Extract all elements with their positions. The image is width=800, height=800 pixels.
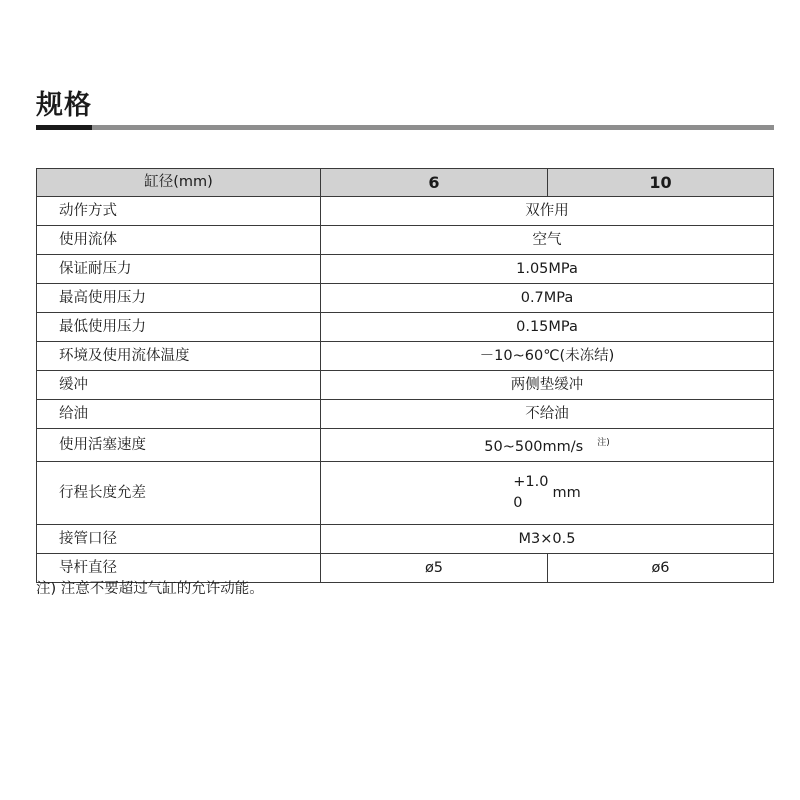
row-label: 最高使用压力 bbox=[37, 284, 321, 313]
row-label: 环境及使用流体温度 bbox=[37, 342, 321, 371]
row-value: 空气 bbox=[321, 226, 774, 255]
spec-table bbox=[36, 168, 774, 583]
footnote-marker: 注) bbox=[597, 438, 610, 448]
page-title: 规格 bbox=[36, 90, 92, 121]
row-value: 0.15MPa bbox=[321, 313, 774, 342]
row-label: 使用活塞速度 bbox=[37, 429, 321, 462]
table-row bbox=[37, 429, 774, 462]
header-bore-6: 6 bbox=[321, 169, 548, 197]
row-value: 不给油 bbox=[321, 400, 774, 429]
footnote: 注) 注意不要超过气缸的允许动能。 bbox=[36, 581, 264, 597]
table-row bbox=[37, 255, 774, 284]
table-row bbox=[37, 342, 774, 371]
row-value bbox=[321, 462, 774, 525]
row-label: 缓冲 bbox=[37, 371, 321, 400]
table-row bbox=[37, 284, 774, 313]
row-value: 两侧垫缓冲 bbox=[321, 371, 774, 400]
row-label: 行程长度允差 bbox=[37, 462, 321, 525]
piston-speed-value: 50~500mm/s bbox=[484, 439, 584, 455]
row-value: 双作用 bbox=[321, 197, 774, 226]
row-value: －10~60℃(未冻结) bbox=[321, 342, 774, 371]
row-label: 使用流体 bbox=[37, 226, 321, 255]
row-value: 0.7MPa bbox=[321, 284, 774, 313]
rod-diameter-10: ø6 bbox=[548, 554, 774, 583]
row-label: 给油 bbox=[37, 400, 321, 429]
row-label: 保证耐压力 bbox=[37, 255, 321, 284]
table-row bbox=[37, 371, 774, 400]
table-row bbox=[37, 197, 774, 226]
table-row bbox=[37, 226, 774, 255]
rod-diameter-6: ø5 bbox=[321, 554, 548, 583]
tolerance-upper: +1.0 bbox=[513, 474, 549, 490]
title-divider bbox=[36, 125, 774, 130]
row-value bbox=[321, 429, 774, 462]
row-label: 动作方式 bbox=[37, 197, 321, 226]
row-label: 最低使用压力 bbox=[37, 313, 321, 342]
row-value: 1.05MPa bbox=[321, 255, 774, 284]
title-divider-accent bbox=[36, 125, 92, 130]
row-label: 接管口径 bbox=[37, 525, 321, 554]
table-row bbox=[37, 525, 774, 554]
row-value: M3×0.5 bbox=[321, 525, 774, 554]
table-row bbox=[37, 400, 774, 429]
table-row bbox=[37, 313, 774, 342]
tolerance-unit: mm bbox=[552, 485, 581, 501]
row-label: 导杆直径 bbox=[37, 554, 321, 583]
header-label-bore: 缸径(mm) bbox=[37, 169, 321, 197]
tolerance-lower: 0 bbox=[513, 495, 523, 511]
table-header-row bbox=[37, 169, 774, 197]
table-row bbox=[37, 462, 774, 525]
stroke-tolerance bbox=[513, 472, 580, 514]
header-bore-10: 10 bbox=[548, 169, 774, 197]
